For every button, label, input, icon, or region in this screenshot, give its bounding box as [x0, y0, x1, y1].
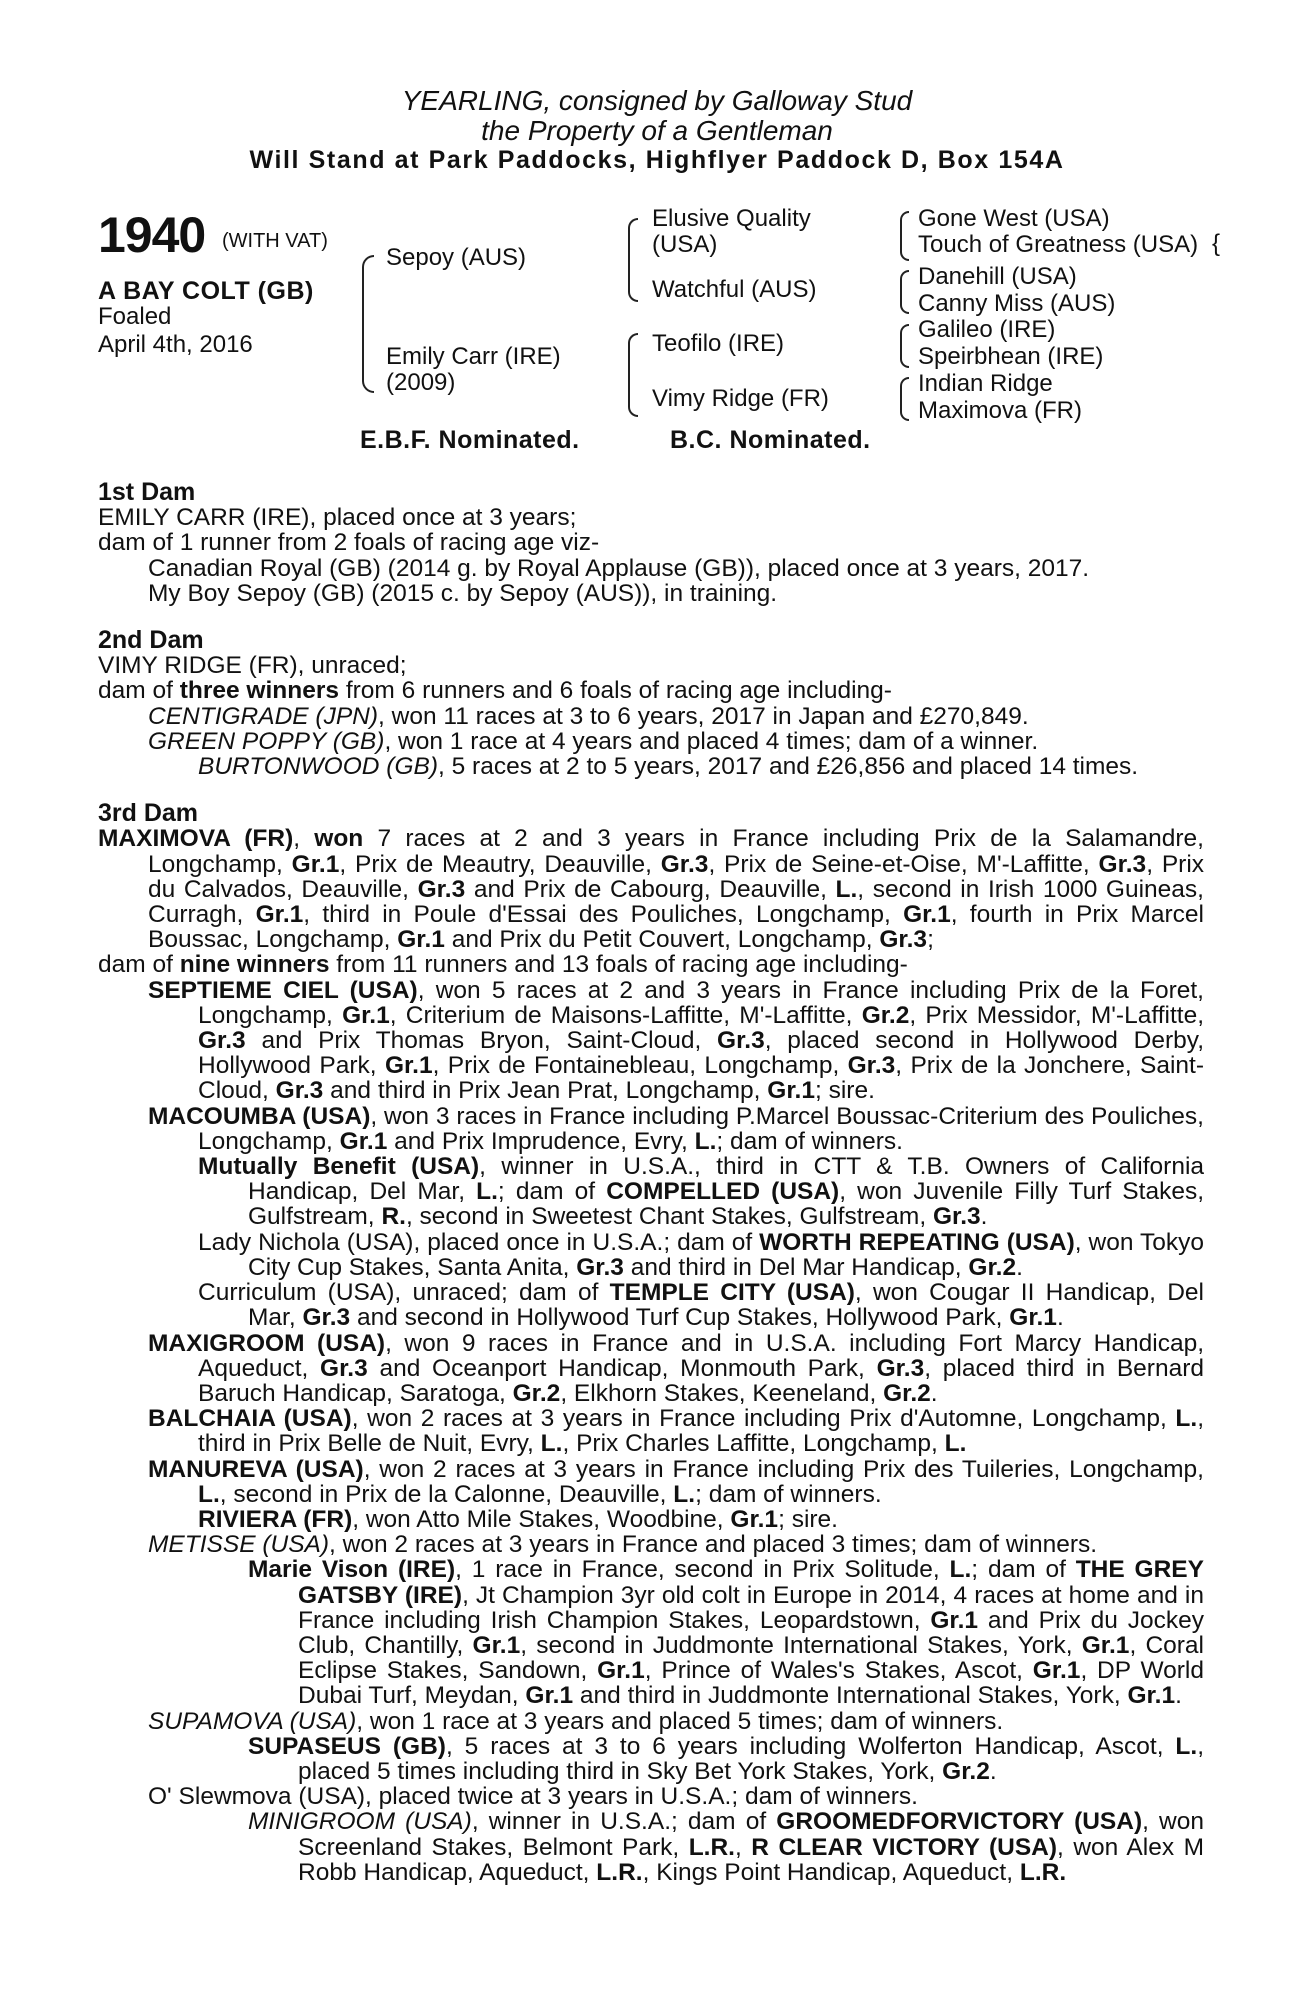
second-dam-produce: CENTIGRADE (JPN), won 11 races at 3 to 6 years, 2017 in Japan and £270,849.: [148, 702, 1029, 730]
pedigree-bracket: [362, 255, 374, 393]
pedigree-ddd: Maximova (FR): [918, 397, 1083, 424]
produce-entry: Lady Nichola (USA), placed once in U.S.A.; dam of WORTH REPEATING (USA), won Tokyo City Cup Stakes, Santa Anita, Gr.3 and third in Del Mar Handicap, Gr.2.: [198, 1228, 1204, 1281]
bracket-2: [900, 270, 909, 314]
produce-entry: SUPASEUS (GB), 5 races at 3 to 6 years including Wolferton Handicap, Ascot, L., placed 5 times including third in Sky Bet York Stakes, York, Gr.2.: [248, 1732, 1204, 1785]
second-dam-produce: BURTONWOOD (GB), 5 races at 2 to 5 years, 2017 and £26,856 and placed 14 times.: [198, 753, 1139, 781]
produce-entry: Marie Vison (IRE), 1 race in France, second in Prix Solitude, L.; dam of THE GREY GATSBY (IRE), Jt Champion 3yr old colt in Europe in 2014, 4 races at home and in France including Irish Champion Stakes, Leopardstown, Gr.1 and Prix du Jockey Club, Chantilly, Gr.1, second in Juddmonte International Stakes, York, Gr.1, Coral Eclipse Stakes, Sandown, Gr.1, Prince of Wales's Stakes, Ascot, Gr.1, DP World Dubai Turf, Meydan, Gr.1 and third in Juddmonte International Stakes, York, Gr.1.: [248, 1556, 1205, 1710]
produce-entry: Curriculum (USA), unraced; dam of TEMPLE CITY (USA), won Cougar II Handicap, Del Mar, Gr.3 and second in Hollywood Turf Cup Stakes, Hollywood Park, Gr.1.: [198, 1279, 1204, 1332]
second-dam-summary: dam of three winners from 6 runners and 6 foals of racing age including-: [98, 677, 892, 705]
produce-entry: BALCHAIA (USA), won 2 races at 3 years in France including Prix d'Automne, Longchamp, L., third in Prix Belle de Nuit, Evry, L., Prix Charles Laffitte, Longchamp, L.: [148, 1405, 1205, 1458]
pedigree-sss: Gone West (USA): [918, 205, 1110, 232]
produce-entry: MANUREVA (USA), won 2 races at 3 years in France including Prix des Tuileries, Longchamp, L., second in Prix de la Calonne, Deauville, L.; dam of winners.: [148, 1455, 1204, 1508]
property-line: the Property of a Gentleman: [481, 115, 833, 146]
pedigree-sire-sire-country: (USA): [652, 231, 718, 258]
consignor-line: YEARLING, consigned by Galloway Stud: [401, 85, 913, 116]
produce-entry: MAXIGROOM (USA), won 9 races in France and in U.S.A. including Fort Marcy Handicap, Aqueduct, Gr.3 and Oceanport Handicap, Monmouth Park, Gr.3, placed third in Bernard Baruch Handicap, Saratoga, Gr.2, Elkhorn Stakes, Keeneland, Gr.2.: [148, 1329, 1205, 1407]
pedigree-dam: Emily Carr (IRE): [386, 343, 561, 370]
foaled-label: Foaled: [98, 303, 172, 330]
first-dam-foal: Canadian Royal (GB) (2014 g. by Royal Applause (GB)), placed once at 3 years, 2017.: [148, 554, 1090, 582]
first-dam-foal: My Boy Sepoy (GB) (2015 c. by Sepoy (AUS)), in training.: [148, 579, 778, 607]
produce-entry: MINIGROOM (USA), winner in U.S.A.; dam of GROOMEDFORVICTORY (USA), won Screenland Stakes, Belmont Park, L.R., R CLEAR VICTORY (USA), won Alex M Robb Handicap, Aqueduct, L.R., Kings Point Handicap, Aqueduct, L.R.: [248, 1808, 1204, 1886]
second-dam-line: VIMY RIDGE (FR), unraced;: [98, 652, 407, 680]
pedigree-dsd: Speirbhean (IRE): [918, 343, 1104, 370]
first-dam-summary: dam of 1 runner from 2 foals of racing age viz-: [98, 529, 600, 557]
bracket-4: [900, 377, 909, 421]
bracket-1: [900, 211, 909, 261]
pedigree-dds: Indian Ridge: [918, 370, 1053, 397]
lot-number: 1940: [98, 207, 206, 263]
pedigree-dam-sire: Teofilo (IRE): [652, 330, 785, 357]
produce-entry: SEPTIEME CIEL (USA), won 5 races at 2 and 3 years in France including Prix de la Foret, Longchamp, Gr.1, Criterium de Maisons-Laffitte, M'-Laffitte, Gr.2, Prix Messidor, M'-Laffitte, Gr.3 and Prix Thomas Bryon, Saint-Cloud, Gr.3, placed second in Hollywood Derby, Hollywood Park, Gr.1, Prix de Fontainebleau, Longchamp, Gr.3, Prix de la Jonchere, Saint-Cloud, Gr.3 and third in Prix Jean Prat, Longchamp, Gr.1; sire.: [148, 976, 1205, 1105]
vat-note: (WITH VAT): [222, 230, 328, 252]
second-dam-heading: 2nd Dam: [98, 626, 204, 655]
produce-entry: RIVIERA (FR), won Atto Mile Stakes, Woodbine, Gr.1; sire.: [198, 1505, 838, 1533]
pedigree-ssd: Touch of Greatness (USA): [918, 231, 1199, 258]
first-dam-heading: 1st Dam: [98, 478, 196, 506]
brace-glyph: {: [1212, 230, 1221, 257]
pedigree-dam-year: (2009): [386, 369, 456, 396]
bracket-3: [900, 324, 909, 368]
ebf-nominated: E.B.F. Nominated.: [360, 426, 580, 454]
produce-entry: SUPAMOVA (USA), won 1 race at 3 years and placed 5 times; dam of winners.: [148, 1707, 1004, 1735]
pedigree-sds: Danehill (USA): [918, 263, 1077, 290]
third-dam-record: MAXIMOVA (FR), won 7 races at 2 and 3 years in France including Prix de la Salamandre, Longchamp, Gr.1, Prix de Meautry, Deauville, Gr.3, Prix de Seine-et-Oise, M'-Laffitte, Gr.3, Prix du Calvados, Deauville, Gr.3 and Prix de Cabourg, Deauville, L., second in Irish 1000 Guineas, Curragh, Gr.1, third in Poule d'Essai des Pouliches, Longchamp, Gr.1, fourth in Prix Marcel Boussac, Longchamp, Gr.1 and Prix du Petit Couvert, Longchamp, Gr.3;: [98, 825, 1205, 954]
third-dam-heading: 3rd Dam: [98, 799, 199, 828]
produce-entry: METISSE (USA), won 2 races at 3 years in France and placed 3 times; dam of winners.: [148, 1531, 1098, 1559]
foaled-date: April 4th, 2016: [98, 331, 253, 358]
pedigree-dss: Galileo (IRE): [918, 316, 1056, 343]
produce-entry: MACOUMBA (USA), won 3 races in France including P.Marcel Boussac-Criterium des Pouliches, Longchamp, Gr.1 and Prix Imprudence, Evry, L.; dam of winners.: [148, 1102, 1204, 1155]
produce-entry: Mutually Benefit (USA), winner in U.S.A., third in CTT & T.B. Owners of California Handicap, Del Mar, L.; dam of COMPELLED (USA), won Juvenile Filly Turf Stakes, Gulfstream, R., second in Sweetest Chant Stakes, Gulfstream, Gr.3.: [198, 1153, 1205, 1231]
first-dam-line: EMILY CARR (IRE), placed once at 3 years;: [98, 504, 577, 532]
location-line: Will Stand at Park Paddocks, Highflyer Paddock D, Box 154A: [249, 146, 1065, 174]
pedigree-sire-sire: Elusive Quality: [652, 205, 811, 232]
second-dam-produce: GREEN POPPY (GB), won 1 race at 4 years and placed 4 times; dam of a winner.: [148, 727, 1039, 755]
third-dam-summary: dam of nine winners from 11 runners and 13 foals of racing age including-: [98, 951, 908, 979]
pedigree-sire: Sepoy (AUS): [386, 244, 527, 271]
dam-line-bracket: [628, 333, 638, 417]
produce-entry: O' Slewmova (USA), placed twice at 3 years in U.S.A.; dam of winners.: [148, 1783, 918, 1811]
catalogue-body: [98, 480, 1204, 1885]
sire-line-bracket: [628, 218, 638, 302]
pedigree-sire-dam: Watchful (AUS): [652, 276, 817, 303]
pedigree-dam-dam: Vimy Ridge (FR): [652, 385, 829, 412]
bc-nominated: B.C. Nominated.: [670, 426, 871, 454]
lot-description: A BAY COLT (GB): [98, 277, 314, 305]
pedigree-sdd: Canny Miss (AUS): [918, 290, 1116, 317]
